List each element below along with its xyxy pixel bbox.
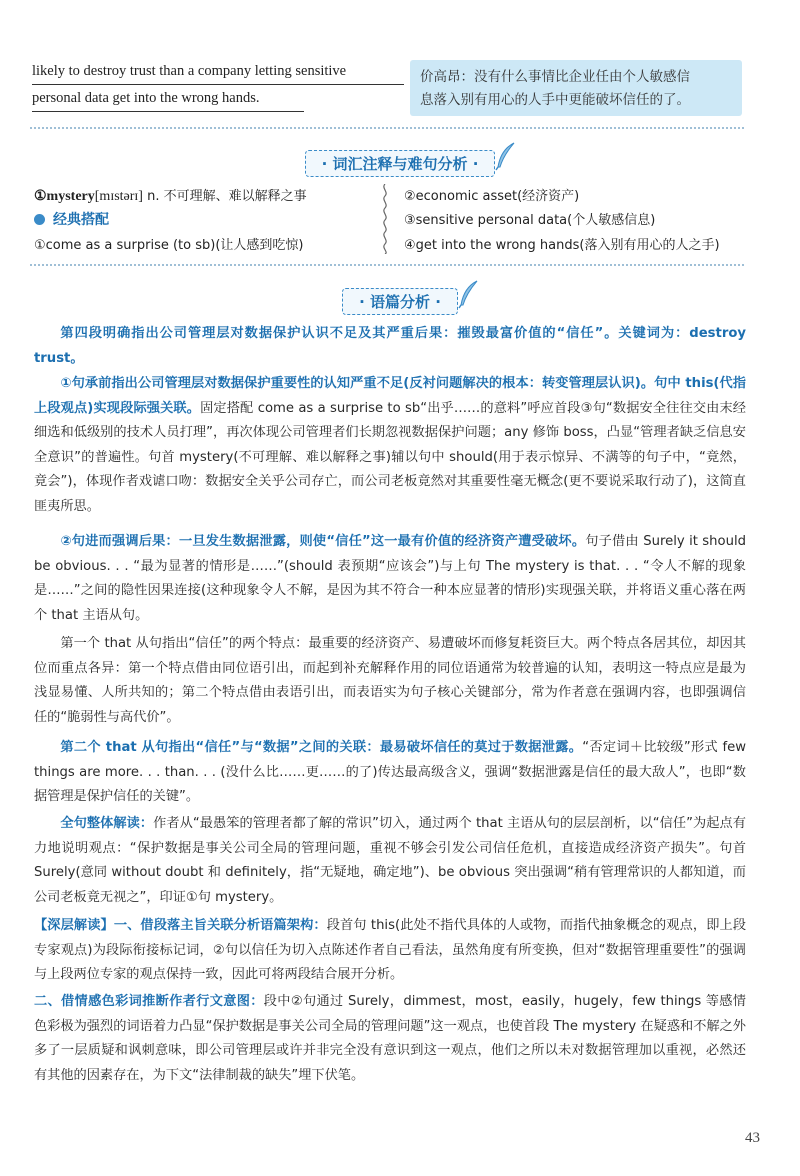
vocab-section-title: · 词汇注释与难句分析 · — [321, 155, 479, 173]
excerpt-english-line1: likely to destroy trust than a company letting sensitive — [32, 58, 404, 85]
analysis-section-title: · 语篇分析 · — [359, 293, 441, 311]
analysis-paragraph-sentence1: ①句承前指出公司管理层对数据保护重要性的认知严重不足(反衬问题解决的根本：转变管理层认识)。句中 this(代指上段观点)实现段际强关联。固定搭配 come as a surprise to sb“出乎……的意料”呼应首段③句“数据安全往往交由末经细选和低级别的技术人员打理”，再次体现公司管理者们长期忽视数据保护问题；any 修饰 boss，凸显“管理者缺乏信息安全意识”的普遍性。句首 mystery(不可理解、难以解释之事)辅以句中 should(用于表示惊异、不满等的句子中，“竟然，竟会”)，体现作者戏谑口吻：数据安全关乎公司存亡，而公司老板竟然对其重要性毫无概念(更不要说采取行动了)，这简直匪夷所思。 — [34, 376, 746, 514]
excerpt-chinese-box — [410, 60, 742, 116]
excerpt-chinese-line1: 价高昂：没有什么事情比企业任由个人敏感信 — [420, 69, 690, 85]
vocab-section-title-pill — [305, 150, 496, 177]
excerpt-english-line2: personal data get into the wrong hands. — [32, 85, 304, 112]
vocab-item-3: ③sensitive personal data(个人敏感信息) — [404, 213, 656, 228]
analysis-paragraph-sentence2: ②句进而强调后果：一旦发生数据泄露，则使“信任”这一最有价值的经济资产遭受破坏。句子借由 Surely it should be obvious. . . “最为显著的情形是……”(should 表预期“应该会”)与上句 The mystery is that. . . “令人不解的现象是……”之间的隐性因果连接(这种现象令人不解，是因为其不符合一种本应显著的情形)实现强关联，并将语义重心落在两个 that 主语从句。 — [34, 534, 746, 623]
bullet-dot-icon — [34, 214, 45, 225]
vocab-section-header — [0, 150, 800, 177]
vocab-item-1: ①mystery[mɪstərɪ] n. 不可理解、难以解释之事 — [34, 189, 307, 204]
analysis-paragraph-first-that-clause: 第一个 that 从句指出“信任”的两个特点：最重要的经济资产、易遭破坏而修复耗资巨大。两个特点各居其位，却因其位而重点各异：第一个特点借由同位语引出，而起到补充解释作用的同位语通常为较普遍的认知，表明这一特点应是最为浅显易懂、人所共知的；第二个特点借由表语引出，而表语实为句子核心关键部分，常为作者意在强调内容，也即强调信任的“脆弱性与高代价”。 — [34, 636, 746, 725]
collocation-heading: 经典搭配 — [34, 209, 109, 229]
analysis-paragraph-overall: 全句整体解读：作者从“最愚笨的管理者都了解的常识”切入，通过两个 that 主语从句的层层剖析，以“信任”为起点有力地说明观点：“保护数据是事关公司全局的管理问题，重视不够会引发公司信任危机，直接造成经济资产损失”。句首 Surely(意同 without doubt 和 definitely，指“无疑地，确定地”)、be obvious 突出强调“稍有管理常识的人都知道，而公司老板竟无视之”，印证①句 mystery。 — [34, 816, 746, 905]
analysis-paragraph-summary: 第四段明确指出公司管理层对数据保护认识不足及其严重后果：摧毁最富价值的“信任”。关键词为：destroy trust。 — [34, 326, 746, 366]
analysis-section-title-pill — [342, 288, 458, 315]
excerpt-english — [32, 58, 404, 112]
analysis-section-header — [0, 288, 800, 315]
vocab-item-4: ④get into the wrong hands(落入别有用心的人之手) — [404, 238, 720, 253]
analysis-paragraph-emotion-words: 二、借情感色彩词推断作者行文意图：段中②句通过 Surely，dimmest，most，easily，hugely，few things 等感情色彩极为强烈的词语着力凸显“保护数据是事关公司全局的管理问题”这一观点，也使首段 The mystery 在疑惑和不解之外多了一层质疑和讽刺意味，即公司管理层或许并非完全没有意识到这一观点，他们之所以未对数据管理加以重视，必然还有其他的因素存在，为下文“法律制裁的缺失”埋下伏笔。 — [34, 994, 746, 1083]
vocab-item-2: ②economic asset(经济资产) — [404, 189, 580, 204]
spiral-divider-icon — [380, 184, 390, 254]
quill-icon — [457, 279, 479, 309]
excerpt-chinese-line2: 息落入别有用心的人手中更能破坏信任的了。 — [420, 92, 690, 108]
divider — [30, 127, 744, 129]
analysis-paragraph-second-that-clause: 第二个 that 从句指出“信任”与“数据”之间的关联：最易破坏信任的莫过于数据泄露。“否定词＋比较级”形式 few things are more. . . than. . . (没什么比……更……的了)传达最高级含义，强调“数据泄露是信任的最大敌人”，也即“数据管理是保护信任的关键”。 — [34, 740, 746, 805]
divider — [30, 264, 744, 266]
quill-icon — [494, 141, 516, 171]
page-number: 43 — [745, 1130, 760, 1146]
analysis-paragraph-deep-reading: 【深层解读】一、借段落主旨关联分析语篇架构：段首句 this(此处不指代具体的人或物，而指代抽象概念的观点，即上段专家观点)为段际衔接标记词，②句以信任为切入点陈述作者自己看法，虽然角度有所变换，但对“数据管理重要性”的强调与上段两位专家的观点保持一致，因此可将两段结合展开分析。 — [34, 918, 747, 983]
collocation-item-1: ①come as a surprise (to sb)(让人感到吃惊) — [34, 238, 304, 253]
